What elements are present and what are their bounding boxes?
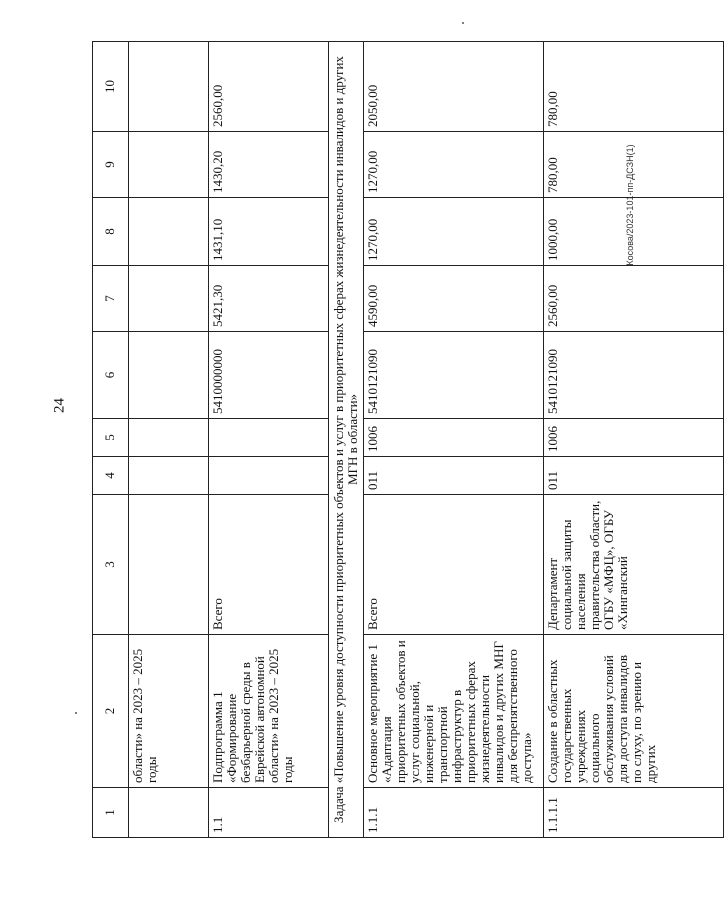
table-row [129, 42, 209, 838]
row-total: 4590,00 [364, 266, 544, 332]
task-row [329, 42, 364, 838]
row-number: 1.1 [209, 788, 329, 838]
row-name: области» на 2023 – 2025 годы [129, 635, 209, 788]
header-cell: 4 [93, 457, 129, 495]
row-total: 2560,00 [544, 266, 724, 332]
header-cell: 1 [93, 788, 129, 838]
row-total [129, 266, 209, 332]
row-year-2023: 1431,10 [209, 198, 329, 266]
row-year-2025: 2050,00 [364, 42, 544, 132]
row-section [209, 419, 329, 457]
scan-speck [462, 22, 464, 24]
row-target-code: 5410121090 [364, 332, 544, 419]
row-section: 1006 [544, 419, 724, 457]
header-cell: 9 [93, 132, 129, 198]
scan-speck [75, 712, 77, 714]
row-section [129, 419, 209, 457]
row-year-2023: 1270,00 [364, 198, 544, 266]
header-cell: 5 [93, 419, 129, 457]
row-grbs [209, 457, 329, 495]
row-year-2024: 1270,00 [364, 132, 544, 198]
header-cell: 2 [93, 635, 129, 788]
row-target-code: 5410121090 [544, 332, 724, 419]
row-number [129, 788, 209, 838]
row-year-2025: 2560,00 [209, 42, 329, 132]
table-row [209, 42, 329, 838]
row-total: 5421,30 [209, 266, 329, 332]
row-year-2025: 780,00 [544, 42, 724, 132]
row-executor [129, 495, 209, 635]
header-cell: 10 [93, 42, 129, 132]
row-year-2023 [129, 198, 209, 266]
row-target-code [129, 332, 209, 419]
budget-table [92, 41, 724, 838]
row-executor: Всего [209, 495, 329, 635]
document-code: Косова/2023-101-пп-ДСЗН(1) [625, 144, 635, 266]
row-executor: Всего [364, 495, 544, 635]
row-executor: Департамент социальной защиты населения правительства области, ОГБУ «МФЦ», ОГБУ «Хинганский [544, 495, 724, 635]
header-cell: 7 [93, 266, 129, 332]
row-number: 1.1.1 [364, 788, 544, 838]
header-cell: 3 [93, 495, 129, 635]
row-target-code: 5410000000 [209, 332, 329, 419]
row-year-2024 [129, 132, 209, 198]
task-title: Задача «Повышение уровня доступности приоритетных объектов и услуг в приоритетных сферах жизнедеятельности инвалидов и других МГН в области» [329, 42, 364, 838]
row-year-2023: 1000,00 [544, 198, 724, 266]
row-name: Подпрограмма 1 «Формирование безбарьерной среды в Еврейской автономной области» на 2023 – 2025 годы [209, 635, 329, 788]
row-year-2024: 780,00 [544, 132, 724, 198]
row-name: Основное мероприятие 1 «Адаптация приоритетных объектов и услуг социальной, инженерной и транспортной инфраструктур в приоритетных сферах жизнедеятельности инвалидов и других МНГ для беспрепятственного доступа» [364, 635, 544, 788]
row-year-2025 [129, 42, 209, 132]
row-grbs: 011 [544, 457, 724, 495]
table-row [364, 42, 544, 838]
row-year-2024: 1430,20 [209, 132, 329, 198]
row-name: Создание в областных государственных учреждениях социального обслуживания условий для доступа инвалидов по слуху, по зрению и других [544, 635, 724, 788]
header-cell: 6 [93, 332, 129, 419]
row-grbs [129, 457, 209, 495]
row-section: 1006 [364, 419, 544, 457]
header-cell: 8 [93, 198, 129, 266]
table-row [544, 42, 724, 838]
rotated-table-container [92, 42, 724, 838]
row-number: 1.1.1.1 [544, 788, 724, 838]
row-grbs: 011 [364, 457, 544, 495]
header-row [93, 42, 129, 838]
page-number: 24 [51, 398, 68, 413]
